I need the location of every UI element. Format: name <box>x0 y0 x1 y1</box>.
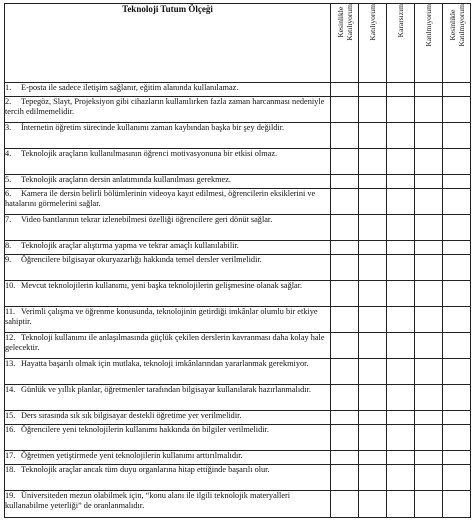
response-cell-undecided[interactable] <box>387 411 415 425</box>
response-cell-strongly-agree[interactable] <box>331 215 359 241</box>
response-cell-undecided[interactable] <box>387 451 415 465</box>
item-text: Teknolojik araçların dersin anlatımında kullanılması gerekmez. <box>21 175 231 184</box>
item-text: Teknolojik araçların kullanılmasının öğrenci motivasyonuna bir etkisi olmaz. <box>21 149 278 158</box>
response-cell-strongly-disagree[interactable] <box>443 97 471 123</box>
item-text: Öğretmen yetiştirmede yeni teknolojilerin kullanımı arttırılmalıdır. <box>21 451 243 460</box>
response-cell-strongly-disagree[interactable] <box>443 425 471 451</box>
response-cell-strongly-agree[interactable] <box>331 465 359 491</box>
response-cell-agree[interactable] <box>359 123 387 149</box>
response-cell-undecided[interactable] <box>387 149 415 175</box>
table-row <box>5 411 471 425</box>
response-cell-disagree[interactable] <box>415 281 443 307</box>
response-cell-strongly-disagree[interactable] <box>443 281 471 307</box>
response-cell-strongly-disagree[interactable] <box>443 175 471 189</box>
response-cell-strongly-disagree[interactable] <box>443 411 471 425</box>
item-statement <box>5 359 331 385</box>
response-cell-strongly-disagree[interactable] <box>443 83 471 97</box>
response-cell-undecided[interactable] <box>387 255 415 281</box>
response-cell-agree[interactable] <box>359 307 387 333</box>
response-cell-undecided[interactable] <box>387 215 415 241</box>
response-cell-disagree[interactable] <box>415 333 443 359</box>
item-number: 16. <box>5 425 16 434</box>
response-cell-agree[interactable] <box>359 411 387 425</box>
table-title: Teknoloji Tutum Ölçeği <box>5 4 331 83</box>
response-cell-agree[interactable] <box>359 333 387 359</box>
table-row <box>5 425 471 451</box>
response-cell-agree[interactable] <box>359 281 387 307</box>
item-statement <box>5 123 331 149</box>
response-cell-undecided[interactable] <box>387 83 415 97</box>
response-cell-strongly-disagree[interactable] <box>443 359 471 385</box>
response-cell-agree[interactable] <box>359 83 387 97</box>
item-number: 15. <box>5 411 16 420</box>
response-cell-disagree[interactable] <box>415 451 443 465</box>
item-number: 19. <box>5 491 16 500</box>
response-cell-strongly-agree[interactable] <box>331 123 359 149</box>
response-cell-strongly-agree[interactable] <box>331 333 359 359</box>
response-cell-strongly-agree[interactable] <box>331 175 359 189</box>
response-cell-undecided[interactable] <box>387 385 415 411</box>
table-row <box>5 281 471 307</box>
item-statement <box>5 281 331 307</box>
header-row <box>5 4 471 83</box>
table-row <box>5 255 471 281</box>
item-statement <box>5 333 331 359</box>
item-statement <box>5 411 331 425</box>
response-cell-strongly-agree[interactable] <box>331 241 359 255</box>
response-cell-agree[interactable] <box>359 189 387 215</box>
response-cell-strongly-disagree[interactable] <box>443 123 471 149</box>
response-cell-strongly-disagree[interactable] <box>443 189 471 215</box>
item-number: 9. <box>5 255 12 264</box>
response-cell-disagree[interactable] <box>415 215 443 241</box>
item-statement <box>5 465 331 491</box>
response-cell-undecided[interactable] <box>387 307 415 333</box>
response-cell-undecided[interactable] <box>387 333 415 359</box>
response-cell-agree[interactable] <box>359 359 387 385</box>
response-cell-agree[interactable] <box>359 451 387 465</box>
item-statement <box>5 175 331 189</box>
item-text: İnternetin öğretim sürecinde kullanımı zaman kaybından başka bir şey değildir. <box>21 123 285 132</box>
table-row <box>5 451 471 465</box>
response-cell-strongly-disagree[interactable] <box>443 215 471 241</box>
response-cell-strongly-disagree[interactable] <box>443 465 471 491</box>
item-statement <box>5 241 331 255</box>
column-header-agree: Katılıyorum <box>359 4 387 83</box>
response-cell-disagree[interactable] <box>415 123 443 149</box>
item-text: Hayatta başarılı olmak için mutlaka, teknoloji imkânlarından yararlanmak gerekmiyor. <box>21 359 309 368</box>
item-statement <box>5 451 331 465</box>
item-text: Öğrencilere yeni teknolojilerin kullanımı hakkında ön bilgiler verilmelidir. <box>21 425 269 434</box>
item-text: Mevcut teknolojilerin kullanımı, yeni başka teknolojilerin gelişmesine olanak sağlar. <box>21 281 303 290</box>
response-cell-agree[interactable] <box>359 385 387 411</box>
column-header-strongly-disagree: Kesinlikle Katılmıyorum <box>443 4 471 83</box>
response-cell-disagree[interactable] <box>415 255 443 281</box>
table-row <box>5 97 471 123</box>
response-cell-undecided[interactable] <box>387 97 415 123</box>
response-cell-disagree[interactable] <box>415 307 443 333</box>
table-row <box>5 307 471 333</box>
item-statement <box>5 97 331 123</box>
item-text: Üniversiteden mezun olabilmek için, “konu alanı ile ilgili teknolojik materyalleri kullanabilme yeterliği” de oranlanmalıdır. <box>5 491 291 510</box>
response-cell-strongly-disagree[interactable] <box>443 241 471 255</box>
response-cell-undecided[interactable] <box>387 123 415 149</box>
response-cell-strongly-disagree[interactable] <box>443 491 471 518</box>
response-cell-agree[interactable] <box>359 255 387 281</box>
response-cell-agree[interactable] <box>359 241 387 255</box>
item-text: Ders sırasında sık sık bilgisayar destekli öğretime yer verilmelidir. <box>21 411 242 420</box>
table-row <box>5 189 471 215</box>
response-cell-strongly-agree[interactable] <box>331 491 359 518</box>
item-text: Teknoloji kullanımı ile anlaşılmasında güçlük çekilen derslerin kavranması daha kolay hale gelecektir. <box>5 333 325 352</box>
response-cell-strongly-agree[interactable] <box>331 307 359 333</box>
response-cell-strongly-agree[interactable] <box>331 255 359 281</box>
item-statement <box>5 189 331 215</box>
response-cell-agree[interactable] <box>359 149 387 175</box>
item-statement <box>5 425 331 451</box>
response-cell-disagree[interactable] <box>415 425 443 451</box>
item-number: 8. <box>5 241 12 250</box>
response-cell-disagree[interactable] <box>415 241 443 255</box>
response-cell-agree[interactable] <box>359 175 387 189</box>
item-text: Verimli çalışma ve öğrenme konusunda, teknolojinin getirdiği imkânlar olumlu bir etkiye sahiptir. <box>5 307 318 326</box>
column-header-strongly-agree: Kesinlikle Katılıyorum <box>331 4 359 83</box>
response-cell-strongly-disagree[interactable] <box>443 307 471 333</box>
table-row <box>5 175 471 189</box>
response-cell-disagree[interactable] <box>415 83 443 97</box>
table-row <box>5 491 471 518</box>
table-row <box>5 465 471 491</box>
response-cell-disagree[interactable] <box>415 189 443 215</box>
response-cell-undecided[interactable] <box>387 491 415 518</box>
table-row <box>5 149 471 175</box>
response-cell-strongly-agree[interactable] <box>331 411 359 425</box>
response-cell-strongly-agree[interactable] <box>331 149 359 175</box>
attitude-scale-table <box>4 3 471 518</box>
item-statement <box>5 149 331 175</box>
table-row <box>5 333 471 359</box>
item-text: E-posta ile sadece iletişim sağlanır, eğitim alanında kullanılamaz. <box>21 83 239 92</box>
response-cell-strongly-agree[interactable] <box>331 451 359 465</box>
response-cell-undecided[interactable] <box>387 359 415 385</box>
item-statement <box>5 307 331 333</box>
item-number: 3. <box>5 123 12 132</box>
item-number: 5. <box>5 175 12 184</box>
item-statement <box>5 385 331 411</box>
response-cell-undecided[interactable] <box>387 189 415 215</box>
response-cell-undecided[interactable] <box>387 175 415 189</box>
item-text: Tepegöz, Slayt, Projeksiyon gibi cihazların kullanılırken fazla zaman harcanması nedeniyle tercih edilmemelidir. <box>5 97 325 116</box>
item-statement <box>5 255 331 281</box>
response-cell-strongly-disagree[interactable] <box>443 255 471 281</box>
response-cell-strongly-disagree[interactable] <box>443 385 471 411</box>
response-cell-disagree[interactable] <box>415 149 443 175</box>
item-text: Video bantlarının tekrar izlenebilmesi özelliği öğrencilere geri dönüt sağlar. <box>21 215 273 224</box>
item-number: 2. <box>5 97 12 106</box>
item-statement <box>5 491 331 518</box>
response-cell-strongly-agree[interactable] <box>331 425 359 451</box>
table-row <box>5 241 471 255</box>
column-header-undecided: Kararsızım <box>387 4 415 83</box>
response-cell-disagree[interactable] <box>415 491 443 518</box>
response-cell-disagree[interactable] <box>415 175 443 189</box>
response-cell-strongly-disagree[interactable] <box>443 149 471 175</box>
response-cell-strongly-agree[interactable] <box>331 385 359 411</box>
table-row <box>5 83 471 97</box>
item-number: 14. <box>5 385 16 394</box>
item-number: 10. <box>5 281 16 290</box>
response-cell-strongly-agree[interactable] <box>331 359 359 385</box>
item-number: 6. <box>5 189 12 198</box>
response-cell-undecided[interactable] <box>387 425 415 451</box>
response-cell-strongly-agree[interactable] <box>331 189 359 215</box>
response-cell-disagree[interactable] <box>415 385 443 411</box>
item-number: 12. <box>5 333 16 342</box>
response-cell-undecided[interactable] <box>387 241 415 255</box>
item-number: 1. <box>5 83 12 92</box>
response-cell-agree[interactable] <box>359 215 387 241</box>
column-header-disagree: Katılmıyorum <box>415 4 443 83</box>
item-number: 4. <box>5 149 12 158</box>
response-cell-disagree[interactable] <box>415 465 443 491</box>
response-cell-strongly-agree[interactable] <box>331 281 359 307</box>
response-cell-disagree[interactable] <box>415 359 443 385</box>
item-text: Teknolojik araçlar ancak tüm duyu organlarına hitap ettiğinde başarılı olur. <box>21 465 270 474</box>
item-text: Günlük ve yıllık planlar, öğretmenler tarafından bilgisayar kullanılarak hazırlanmalıdır. <box>21 385 311 394</box>
response-cell-undecided[interactable] <box>387 281 415 307</box>
response-cell-disagree[interactable] <box>415 411 443 425</box>
item-statement <box>5 83 331 97</box>
response-cell-agree[interactable] <box>359 425 387 451</box>
table-row <box>5 215 471 241</box>
item-text: Öğrencilere bilgisayar okuryazarlığı hakkında temel dersler verilmelidir. <box>21 255 262 264</box>
item-number: 18. <box>5 465 16 474</box>
table-row <box>5 385 471 411</box>
response-cell-undecided[interactable] <box>387 465 415 491</box>
response-cell-agree[interactable] <box>359 97 387 123</box>
item-statement <box>5 215 331 241</box>
item-number: 7. <box>5 215 12 224</box>
response-cell-strongly-agree[interactable] <box>331 83 359 97</box>
item-number: 17. <box>5 451 16 460</box>
item-number: 13. <box>5 359 16 368</box>
response-cell-agree[interactable] <box>359 491 387 518</box>
table-row <box>5 359 471 385</box>
item-number: 11. <box>5 307 16 316</box>
table-row <box>5 123 471 149</box>
response-cell-strongly-disagree[interactable] <box>443 451 471 465</box>
response-cell-strongly-disagree[interactable] <box>443 333 471 359</box>
item-text: Teknolojik araçlar alıştırma yapma ve tekrar amaçlı kullanılabilir. <box>21 241 239 250</box>
response-cell-disagree[interactable] <box>415 97 443 123</box>
response-cell-agree[interactable] <box>359 465 387 491</box>
item-text: Kamera ile dersin belirli bölümlerinin videoya kayıt edilmesi, öğrencilerin eksiklerini ve hatalarını görmelerini sağlar. <box>5 189 316 208</box>
response-cell-strongly-agree[interactable] <box>331 97 359 123</box>
